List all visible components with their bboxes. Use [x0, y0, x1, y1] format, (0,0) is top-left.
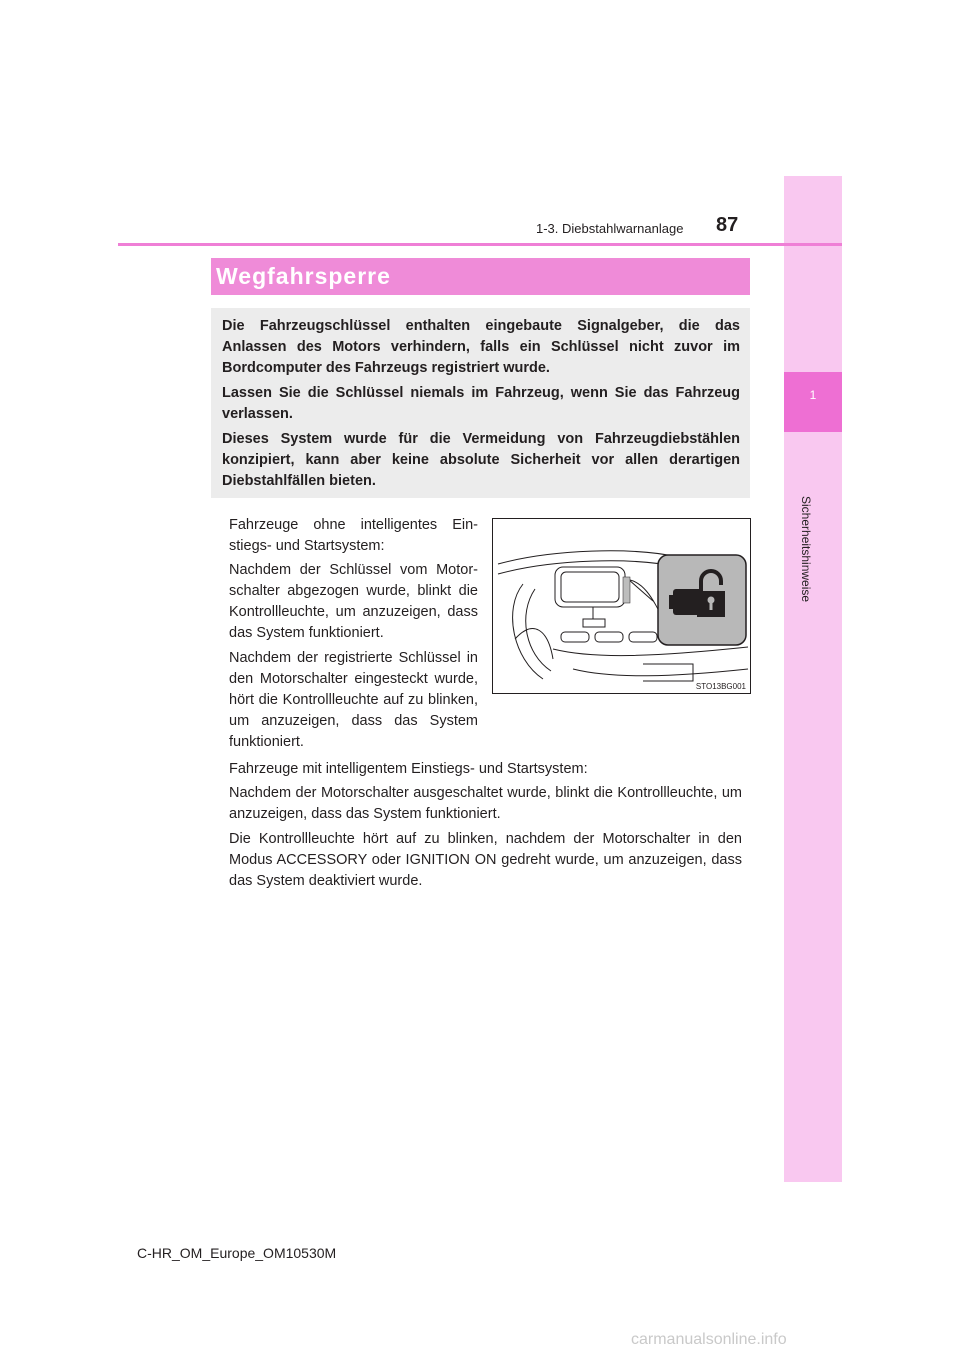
chapter-number-block: [784, 372, 842, 432]
chapter-side-tab: [784, 176, 842, 1182]
chapter-label: Sicherheitshinweise: [799, 496, 813, 603]
body-paragraph: Die Kontrollleuchte hört auf zu blinken, nachdem der Motorschalter in den Modus ACCESSORY oder IGNITION ON gedreht wurde, um anzuzeigen, dass das System deaktiviert wurde.: [229, 831, 742, 889]
dashboard-drawing: [493, 519, 750, 693]
watermark: carmanualsonline.info: [631, 1331, 787, 1348]
section-reference: 1-3. Diebstahlwarnanlage: [536, 221, 684, 236]
chapter-number: 1: [809, 388, 817, 402]
intro-paragraph: Dieses System wurde für die Vermeidung von Fahrzeugdiebstählen konzipiert, kann aber keine absolute Sicherheit vor allen derartigen Diebstahlfällen bieten.: [222, 431, 740, 489]
body-paragraph: Nachdem der Schlüssel vom Motorschalter abgezogen wurde, blinkt die Kontrollleuchte, um anzuzeigen, dass das System funktioniert.: [229, 562, 478, 641]
intro-paragraph: Die Fahrzeugschlüssel enthalten eingebaute Signalgeber, die das Anlassen des Motors verhindern, falls ein Schlüssel nicht zuvor im Bordcomputer des Fahrzeugs registriert wurde.: [222, 318, 740, 376]
dashboard-illustration: [492, 518, 751, 694]
page-title: Wegfahrsperre: [216, 263, 391, 289]
header-rule: [118, 243, 842, 246]
body-paragraph: Fahrzeuge ohne intelligentes Einstiegs- und Startsystem:: [229, 517, 478, 554]
intro-paragraph: Lassen Sie die Schlüssel niemals im Fahrzeug, wenn Sie das Fahrzeug verlassen.: [222, 385, 740, 422]
body-paragraph: Fahrzeuge mit intelligentem Einstiegs- und Startsystem:: [229, 761, 588, 777]
body-paragraph: Nachdem der Motorschalter ausgeschaltet wurde, blinkt die Kontrollleuchte, um anzuzeigen, dass das System funktioniert.: [229, 785, 742, 822]
body-paragraph: Nachdem der registrierte Schlüssel in den Motorschalter eingesteckt wurde, hört die Kontrollleuchte auf zu blinken, um anzuzeigen, dass das System funktioniert.: [229, 650, 478, 750]
footer-doc-id: C-HR_OM_Europe_OM10530M: [137, 1245, 337, 1261]
figure-code: STO13BG001: [695, 682, 746, 691]
page-number: 87: [716, 214, 739, 236]
